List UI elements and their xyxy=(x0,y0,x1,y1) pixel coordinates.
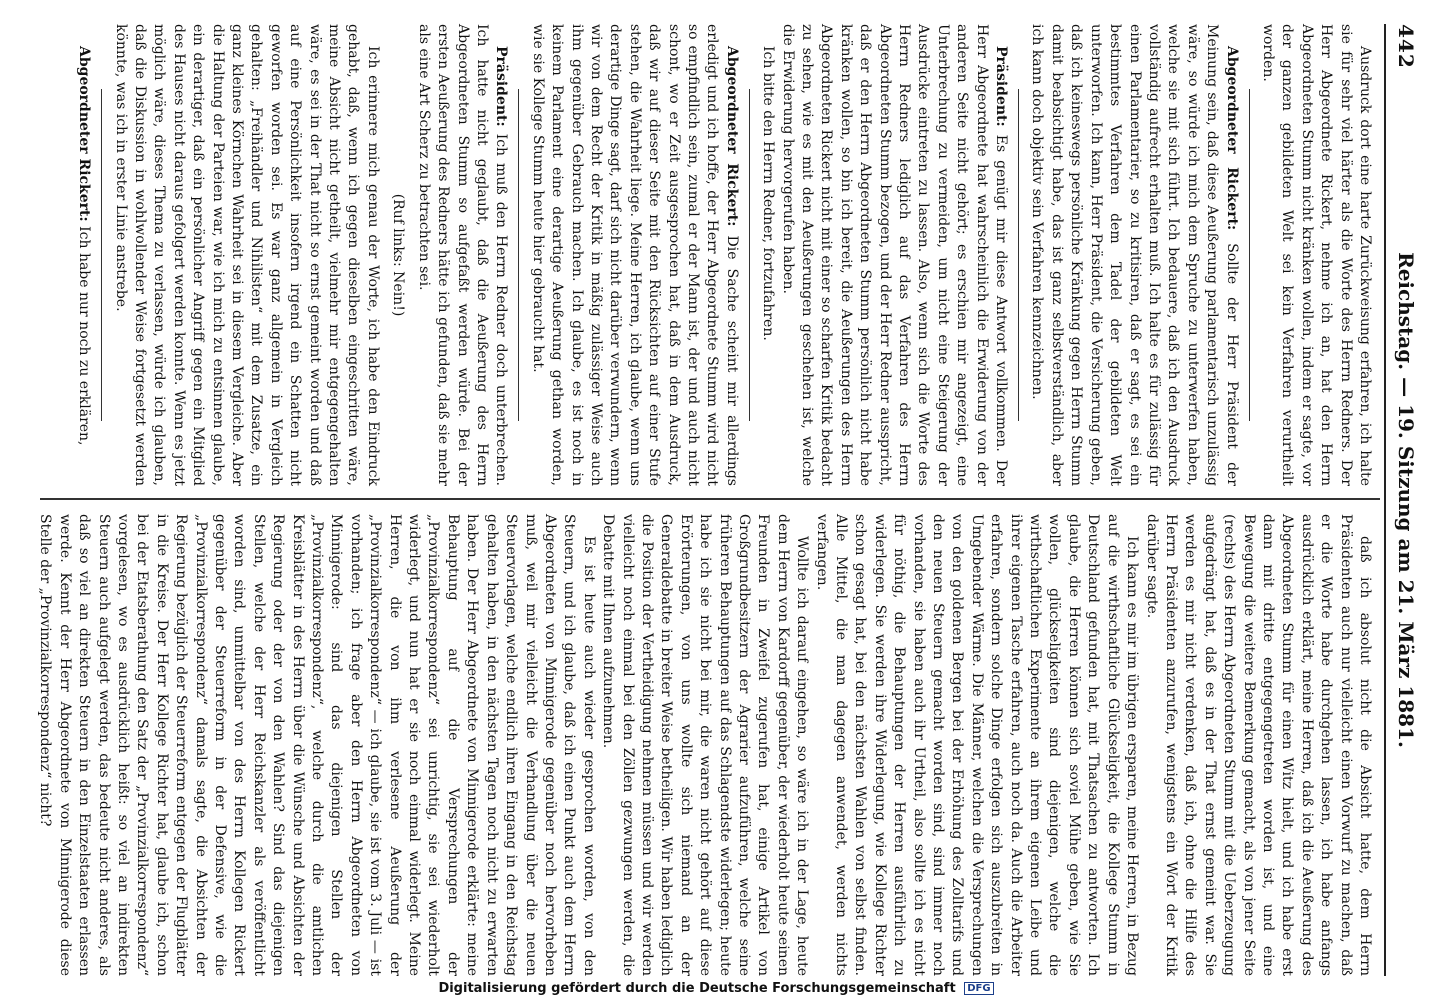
paragraph xyxy=(413,24,510,486)
paragraph-text: Ausdruck dort eine harte Zurückweisung erfahren, ich halte sie für sehr viel härter als die Worte des Herrn Redners. Der Herr Abgeordnete Rickert, nehme ich an, hat den Herrn Abgeordneten Stumm nicht kränken wollen, indem er sagte, vor der ganzen gebildeten Welt sei kein Verfahren verurtheilt worden. xyxy=(1259,24,1373,486)
paragraph xyxy=(74,24,93,486)
speaker-separator xyxy=(1249,89,1250,422)
paragraph-text: Sollte der Herr Präsident der Meinung sein, daß diese Aeußerung parlamentarisch unzulässig wäre, so würde ich mich dem Spruche zu unterwerfen haben, welche sie mit sich führt. Ich bedauere, daß ich den Ausdruck vollständig aufrecht erhalten muß. Ich halte es für zulässig für einen Parlamentarier, so zu kritisiren, daß er sagt, es sei ein bestimmtes Verfahren dem Tadel der gebildeten Welt unterworfen. Ich kann, Herr Präsident, die Versicherung geben, daß ich keineswegs persönliche Kränkung gegen Herrn Stumm damit beabsichtigt habe, das ist ganz selbstverständlich, aber ich kann doch objektiv sein Verfahren kennzeichnen. xyxy=(1029,24,1240,487)
speaker-name: Abgeordneter Rickert: xyxy=(1223,46,1240,231)
paragraph xyxy=(777,24,1010,486)
paragraph xyxy=(1027,24,1240,486)
paragraph xyxy=(758,24,777,486)
paragraph-text: (Ruf links: Nein!) xyxy=(390,193,407,317)
page-number: 442 xyxy=(1394,24,1418,69)
speaker-name: Abgeordneter Rickert: xyxy=(723,46,740,227)
paragraph-text: Ich erinnere mich genau der Worte, ich habe den Eindruck gehabt, daß, wenn ich gegen dieselben eingeschritten wäre, meine Absicht nicht getheilt, vielmehr mir entgegengehalten wäre, es sei in der That nicht so ernst gemeint worden und daß auf eine Persönlichkeit insofern irgend ein Schatten nicht geworfen worden sei. Es war ganz allgemein in Vergleich gehalten: „Freihändler und Nihilisten“ mit dem Zusatze, ein ganz kleines Körnchen Wahrheit sei in diesem Vergleiche. Aber die Haltung der Parteien war, wie ich mich zu entsinnen glaube, ein derartiger, daß ein persönlicher Angriff gegen ein Mitglied des Hauses nicht daraus gefolgert werden konnte. Wenn es jetzt möglich wäre, dieses Thema zu verlassen, würde ich glauben, daß die Diskussion in wohlwollender Weise fortgesetzt werden könnte, was ich in erster Linie anstrebe. xyxy=(112,24,381,486)
left-column xyxy=(74,24,1374,486)
paragraph-text: Ich kann es mir im übrigen ersparen, meine Herren, in Bezug auf die wirthschaftliche Glückseligkeit, die Kollege Stumm in Deutschland gefunden hat, mit Thatsachen zu antworten. Ich glaube, die Herren können sich soviel Mühe geben, wie Sie wollen, glückseligkeiten sind diejenigen, welche die wirthschaftlichen Experimente an ihrem eigenen Leibe und ihrer eigenen Tasche erfahren, auch noch da. Auch die Arbeiter erfahren, sondern solche Dinge erfolgen sich auszubreiten in Umgebender Wärme. Die Männer, welchen die Versprechungen von den goldenen Bergen bei der Erhöhung des Zolltarifs und den neuen Steuern gemacht worden sind, sind immer noch vorhanden, sie haben auch ihr Urtheil, also sollte ich es nicht für nöthig, die Behauptungen der Herren ausführlich zu widerlegen. Sie werden ihre Widerlegung, wie Kollege Richter schon gesagt hat, bei den nächsten Wahlen von selbst finden. Alle Mittel, die man dagegen anwendet, werden nichts verfangen. xyxy=(813,514,1141,976)
speaker-name: Präsident: xyxy=(993,46,1010,127)
paragraph xyxy=(1258,24,1374,486)
paragraph xyxy=(110,24,382,486)
header-rule xyxy=(1384,24,1386,976)
paragraph-text: Die Sache scheint mir allerdings erledigt und ich hoffe, der Herr Abgeordnete Stumm wird nicht so empfindlich sein, zumal er der Mann ist, der und auch nicht schont, wo er Zeit ausgesprochen hat, daß in dem Ausdruck, daß wir auf dieser Seite mit den Rücksichten auf einer Stufe stehen, die Wahrheit liege. Meine Herren, ich glaube, wenn uns derartige Dinge sagt, darf sich nicht darüber verwundern, wenn wir von dem Recht der Kritik in mäßig zulässiger Weise auch ihm gegenüber Gebrauch machen. Ich glaube, es ist noch in keinem Parlament eine derartige Aeußerung gethan worden, wie sie Kollege Stumm heute hier gebraucht hat. xyxy=(529,24,740,486)
speaker-name: Abgeordneter Rickert: xyxy=(76,46,93,222)
right-column xyxy=(35,514,1374,976)
speaker-separator xyxy=(101,89,102,422)
paragraph-text: Ich muß den Herrn Redner doch unterbrechen. Ich hatte nicht geglaubt, daß die Aeußerung des Herrn Abgeordneten Stumm so aufgefaßt werden würde. Bei der ersten Aeußerung des Redners hätte ich gefunden, daß sie mehr als eine Art Scherz zu betrachten sei. xyxy=(415,24,510,487)
paragraph xyxy=(598,514,811,976)
running-head: Reichstag. — 19. Sitzung am 21. März 1881. xyxy=(1394,252,1418,748)
speaker-name: Präsident: xyxy=(493,46,510,127)
speaker-separator xyxy=(749,89,750,422)
paragraph-text: Ich habe nur noch zu erklären, xyxy=(76,226,93,446)
paragraph-text: daß ich absolut nicht die Absicht hatte, dem Herrn Präsidenten auch nur vielleicht einen Vorwurf zu machen, daß er die Worte habe durchgehen lassen, ich habe anfangs ausdrücklich erklärt, meine Herren, daß ich die Aeußerung des Abgeordneten Stumm für einen Witz hielt, und ich habe erst dann mit dritte entgegengetreten worden ist, und eine Bewegung die weitere Bemerkung gemacht, als von jener Seite (rechts) des Herrn Abgeordneten Stumm mit die Ueberzeugung aufgedrängt hat, daß es in der That ernst gemeint war. Sie werden es mir nicht verdenken, daß ich, ohne die Hilfe des Herrn Präsidenten anzurufen, wenigstens ein Wort der Kritik darüber sagte. xyxy=(1143,514,1373,976)
paragraph-text: Es ist heute auch wieder gesprochen worden, von den Steuern, und ich glaube, daß ich einen Punkt auch dem Herrn Abgeordneten von Minnigerode gegenüber noch hervorheben muß, weil mir vielleicht die Verhandlung über die neuen Steuervorlagen, welche endlich ihren Eingang in den Reichstag gehalten haben, in den nächsten Tagen noch nicht zu erwarten haben. Der Herr Abgeordnete von Minnigerode erklärte: meine Behauptung auf die Versprechungen der „Provinzialkorrespondenz“ sei unrichtig, sie sei wiederholt widerlegt, und nun hat er sie noch einmal widerlegt. Meine Herren, die von ihm verlesene Aeußerung der „Provinzialkorrespondenz“ — ich glaube, sie ist vom 3. Juli — ist vorhanden; ich frage aber den Herrn Abgeordneten von Minnigerode: sind das diejenigen Stellen der „Provinzialkorrespondenz“, welche durch die amtlichen Kreisblätter in des Herrn über die Wünsche und Absichten der Regierung oder der von den Wahlen? Sind das diejenigen Stellen, welche der Herr Reichskanzler als veröffentlicht worden sind, unmittelbar von des Herrn Kollegen Rickert gegenüber der Steuerreform in der Defensive, wie die „Provinzialkorrespondenz“ damals sagte, die Absichten der Regierung bezüglich der Steuerreform entgegen der Flugblätter in die Kreise. Der Herr Kollege Richter hat, glaube ich, schon bei der Etatsberathung den Satz der „Provinzialkorrespondenz“ vorgelesen, wo es ausdrücklich heißt: so viel an indirekten Steuern auch aufgelegt werden, das bedeute nicht anderes, als daß so viel an direkten Steuern in den Einzelstaaten erlassen werde. Kennt der Herr Abgeordnete von Minnigerode diese Stelle der „Provinzialkorrespondenz“ nicht? xyxy=(37,514,597,976)
paragraph xyxy=(527,24,740,486)
dfg-logo: DFG xyxy=(964,982,993,995)
paragraph xyxy=(35,514,598,976)
paragraph xyxy=(811,514,1141,976)
speaker-separator xyxy=(1018,89,1019,422)
paragraph-text: Wollte ich darauf eingehen, so wäre ich in der Lage, heute dem Herrn von Kardorff gegenüber, der wiederholt heute seinen Freunden in Zweifel zugerufen hat, einige Artikel von Großgrundbesitzern der Agrarier aufzuführen, welche seine früheren Behauptungen auf das Schlagendste widerlegen; heute habe ich sie nicht bei mir, die waren nicht gehört auf diese Erörterungen, von uns wollte sich niemand an der Generaldebatte in breiter Weise betheiligen. Wir haben lediglich die Position der Vertheidigung nehmen müssen und wir werden vielleicht noch einmal bei den Zöllen gezwungen werden, die Debatte mit Ihnen aufzunehmen. xyxy=(600,514,811,976)
page-header xyxy=(1390,24,1420,976)
paragraph-text: Ich bitte den Herrn Redner, fortzufahren. xyxy=(760,46,777,341)
speaker-separator xyxy=(518,89,519,422)
paragraph xyxy=(388,24,407,486)
paragraph xyxy=(1141,514,1374,976)
footer-text: Digitalisierung gefördert durch die Deutsche Forschungsgemeinschaft xyxy=(438,981,956,996)
paragraph-text: Es genügt mir diese Antwort vollkommen. Der Herr Abgeordnete hat wahrscheinlich die Erwiderung von der anderen Seite nicht gehört; es erschien mir angezeigt, eine Unterbrechung zu vermeiden, um nicht eine Steigerung der Ausdrücke eintreten zu lassen. Also, wenn sich die Worte des Herrn Redners lediglich auf das Verfahren des Herrn Abgeordneten Stumm bezogen, und der Herr Redner ausspricht, daß er den Herrn Abgeordneten Stumm persönlich nicht habe kränken wollen, so bin ich bereit, die Aeußerungen des Herrn Abgeordneten Rickert nicht mit einer so scharfen Kritik bedacht zu sehen, wie es mit den Aeußerungen geschehen ist, welche die Erwiderung hervorgerufen haben. xyxy=(779,24,1010,486)
column-rule xyxy=(40,498,1380,500)
digitization-footer xyxy=(0,981,1432,996)
